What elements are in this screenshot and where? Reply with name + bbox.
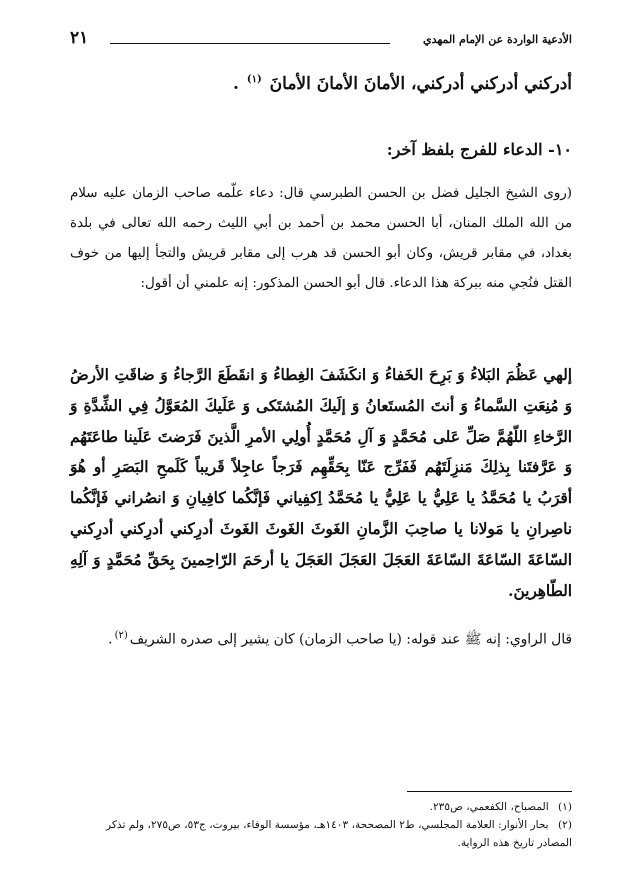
running-header-title: الأدعية الواردة عن الإمام المهدي: [423, 33, 572, 46]
narrator-note: [70, 622, 572, 654]
footnote-ref-2: (٢): [114, 630, 128, 641]
footnotes: [70, 798, 572, 852]
footnote-separator: [407, 791, 572, 792]
header-rule: [110, 43, 390, 44]
footnote-1: [70, 798, 572, 816]
footnote-number: (١): [558, 801, 572, 813]
opening-supplication-line: [233, 74, 572, 94]
opening-supplication-text: أدركني أدركني أدركني، الأمانَ الأمانَ الأمانَ: [269, 74, 572, 94]
footnote-number: (٢): [558, 819, 572, 831]
footnote-text: بحار الأنوار: العلامة المجلسي، ط٢ المصححة، ١٤٠٣هـ، مؤسسة الوفاء، بيروت، ج٥٣، ص٢٧٥، ولم تذكر المصادر تاريخ هذه الرواية.: [106, 819, 572, 849]
footnote-ref-1: (١): [246, 74, 262, 86]
section-heading: ١٠- الدعاء للفرج بلفظ آخر:: [386, 140, 572, 159]
supplication-text: إلهي عَظُمَ البَلاءُ وَ بَرِحَ الخَفاءُ وَ انكَشَفَ الغِطاءُ وَ انقَطَعَ الرَّجاءُ وَ ضاقَتِ الأرضُ وَ مُنِعَتِ السَّماءُ وَ أنتَ المُستَعانُ وَ إلَيكَ المُشتَكى وَ عَلَيكَ المُعَوَّلُ فِي الشِّدَّةِ وَ الرَّخاءِ اللّهُمَّ صَلِّ عَلى مُحَمَّدٍ وَ آلِ مُحَمَّدٍ أُولِي الأمرِ الَّذينَ فَرَضتَ عَلَينا طاعَتَهُم وَ عَرَّفتَنا بِذلِكَ مَنزِلَتَهُم فَفَرِّج عَنّا بِحَقِّهِم فَرَجاً عاجِلاً قَريباً كَلَمحِ البَصَرِ أو هُوَ أقرَبُ يا مُحَمَّدُ يا عَلِيُّ يا عَلِيُّ يا مُحَمَّدُ اِكفِياني فَإنَّكُما كافِيانِ وَ انصُراني فَإنَّكُما ناصِرانِ يا مَولانا يا صاحِبَ الزَّمانِ الغَوثَ الغَوثَ الغَوثَ أدرِكني أدرِكني أدرِكني السّاعَةَ السّاعَةَ السّاعَةَ العَجَلَ العَجَلَ العَجَلَ يا أرحَمَ الرّاحِمينَ بِحَقِّ مُحَمَّدٍ وَ آلِهِ الطّاهِرينَ.: [70, 366, 572, 600]
opening-supplication-end: .: [233, 74, 239, 94]
narrator-note-text: قال الراوي: إنه ﷺ عند قوله: (يا صاحب الزمان) كان يشير إلى صدره الشريف: [129, 631, 572, 648]
document-page: [70, 30, 572, 860]
page-number: ٢١: [70, 28, 89, 48]
footnote-text: المصباح، الكفعمي، ص٢٣٥.: [429, 801, 549, 813]
footnote-2: [70, 816, 572, 852]
narration-paragraph: (روى الشيخ الجليل فضل بن الحسن الطبرسي قال: دعاء علّمه صاحب الزمان عليه سلام من الله الملك المنان، أبا الحسن محمد بن أحمد بن أبي الليث رحمه الله تعالى في بلدة بغداد، في مقابر قريش، وكان أبو الحسن قد هرب إلى مقابر قريش والتجأ إليها من خوف القتل فنُجي منه ببركة هذا الدعاء. قال أبو الحسن المذكور: إنه علمني أن أقول:: [70, 186, 572, 291]
running-header: [70, 30, 572, 54]
narrator-note-end: .: [108, 631, 113, 648]
